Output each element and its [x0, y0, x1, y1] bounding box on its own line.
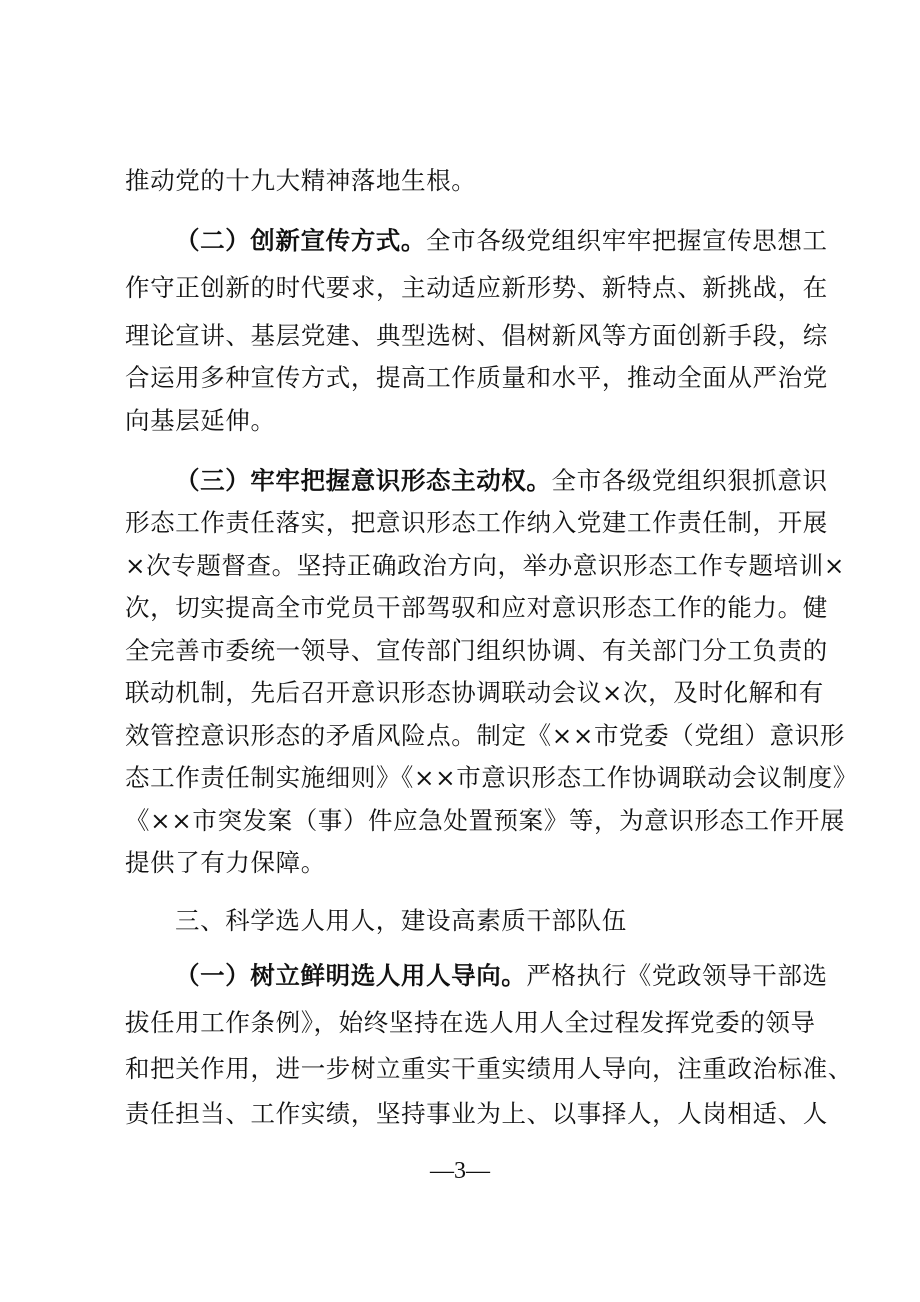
paragraph-2-line-2: 作守正创新的时代要求，主动适应新形势、新特点、新挑战，在: [125, 273, 828, 302]
paragraph-2-line-1: [175, 223, 865, 259]
paragraph-3-line-10: 提供了有力保障。: [125, 848, 326, 877]
paragraph-2-text: 全市各级党组织牢牢把握宣传思想工: [426, 226, 828, 255]
section-3-title: 三、科学选人用人，建设高素质干部队伍: [175, 906, 627, 935]
paragraph-4-line-3: 和把关作用，进一步树立重实干重实绩用人导向，注重政治标准、: [125, 1054, 853, 1083]
paragraph-4-heading: （一）树立鲜明选人用人导向。: [175, 961, 527, 990]
paragraph-3-line-2: 形态工作责任落实，把意识形态工作纳入党建工作责任制，开展: [125, 508, 828, 537]
paragraph-2-line-5: 向基层延伸。: [125, 406, 276, 435]
paragraph-3-line-8: 态工作责任制实施细则》《××市意识形态工作协调联动会议制度》: [125, 763, 858, 792]
paragraph-4-line-4: 责任担当、工作实绩，坚持事业为上、以事择人，人岗相适、人: [125, 1099, 828, 1128]
paragraph-1-line-1: 推动党的十九大精神落地生根。: [125, 166, 477, 195]
paragraph-2-line-3: 理论宣讲、基层党建、典型选树、倡树新风等方面创新手段，综: [125, 321, 828, 350]
paragraph-4-line-2: 拔任用工作条例》，始终坚持在选人用人全过程发挥党委的领导: [125, 1008, 816, 1037]
paragraph-3-line-4: 次，切实提高全市党员干部驾驭和应对意识形态工作的能力。健: [125, 593, 828, 622]
paragraph-3-line-1: [175, 463, 865, 499]
paragraph-2-heading: （二）创新宣传方式。: [175, 226, 426, 255]
paragraph-4-text: 严格执行《党政领导干部选: [526, 961, 828, 990]
paragraph-3-line-5: 全完善市委统一领导、宣传部门组织协调、有关部门分工负责的: [125, 636, 828, 665]
paragraph-3-line-9: 《××市突发案（事）件应急处置预案》等，为意识形态工作开展: [125, 806, 845, 835]
paragraph-3-text: 全市各级党组织狠抓意识: [551, 466, 828, 495]
paragraph-2-line-4: 合运用多种宣传方式，提高工作质量和水平，推动全面从严治党: [125, 363, 828, 392]
paragraph-3-line-6: 联动机制，先后召开意识形态协调联动会议×次，及时化解和有: [125, 678, 824, 707]
paragraph-3-line-3: ×次专题督查。坚持正确政治方向，举办意识形态工作专题培训×: [125, 551, 845, 580]
page-number: —3—: [430, 1158, 490, 1184]
paragraph-3-heading: （三）牢牢把握意识形态主动权。: [175, 466, 552, 495]
paragraph-4-line-1: [175, 958, 865, 994]
paragraph-3-line-7: 效管控意识形态的矛盾风险点。制定《××市党委（党组）意识形: [125, 721, 845, 750]
